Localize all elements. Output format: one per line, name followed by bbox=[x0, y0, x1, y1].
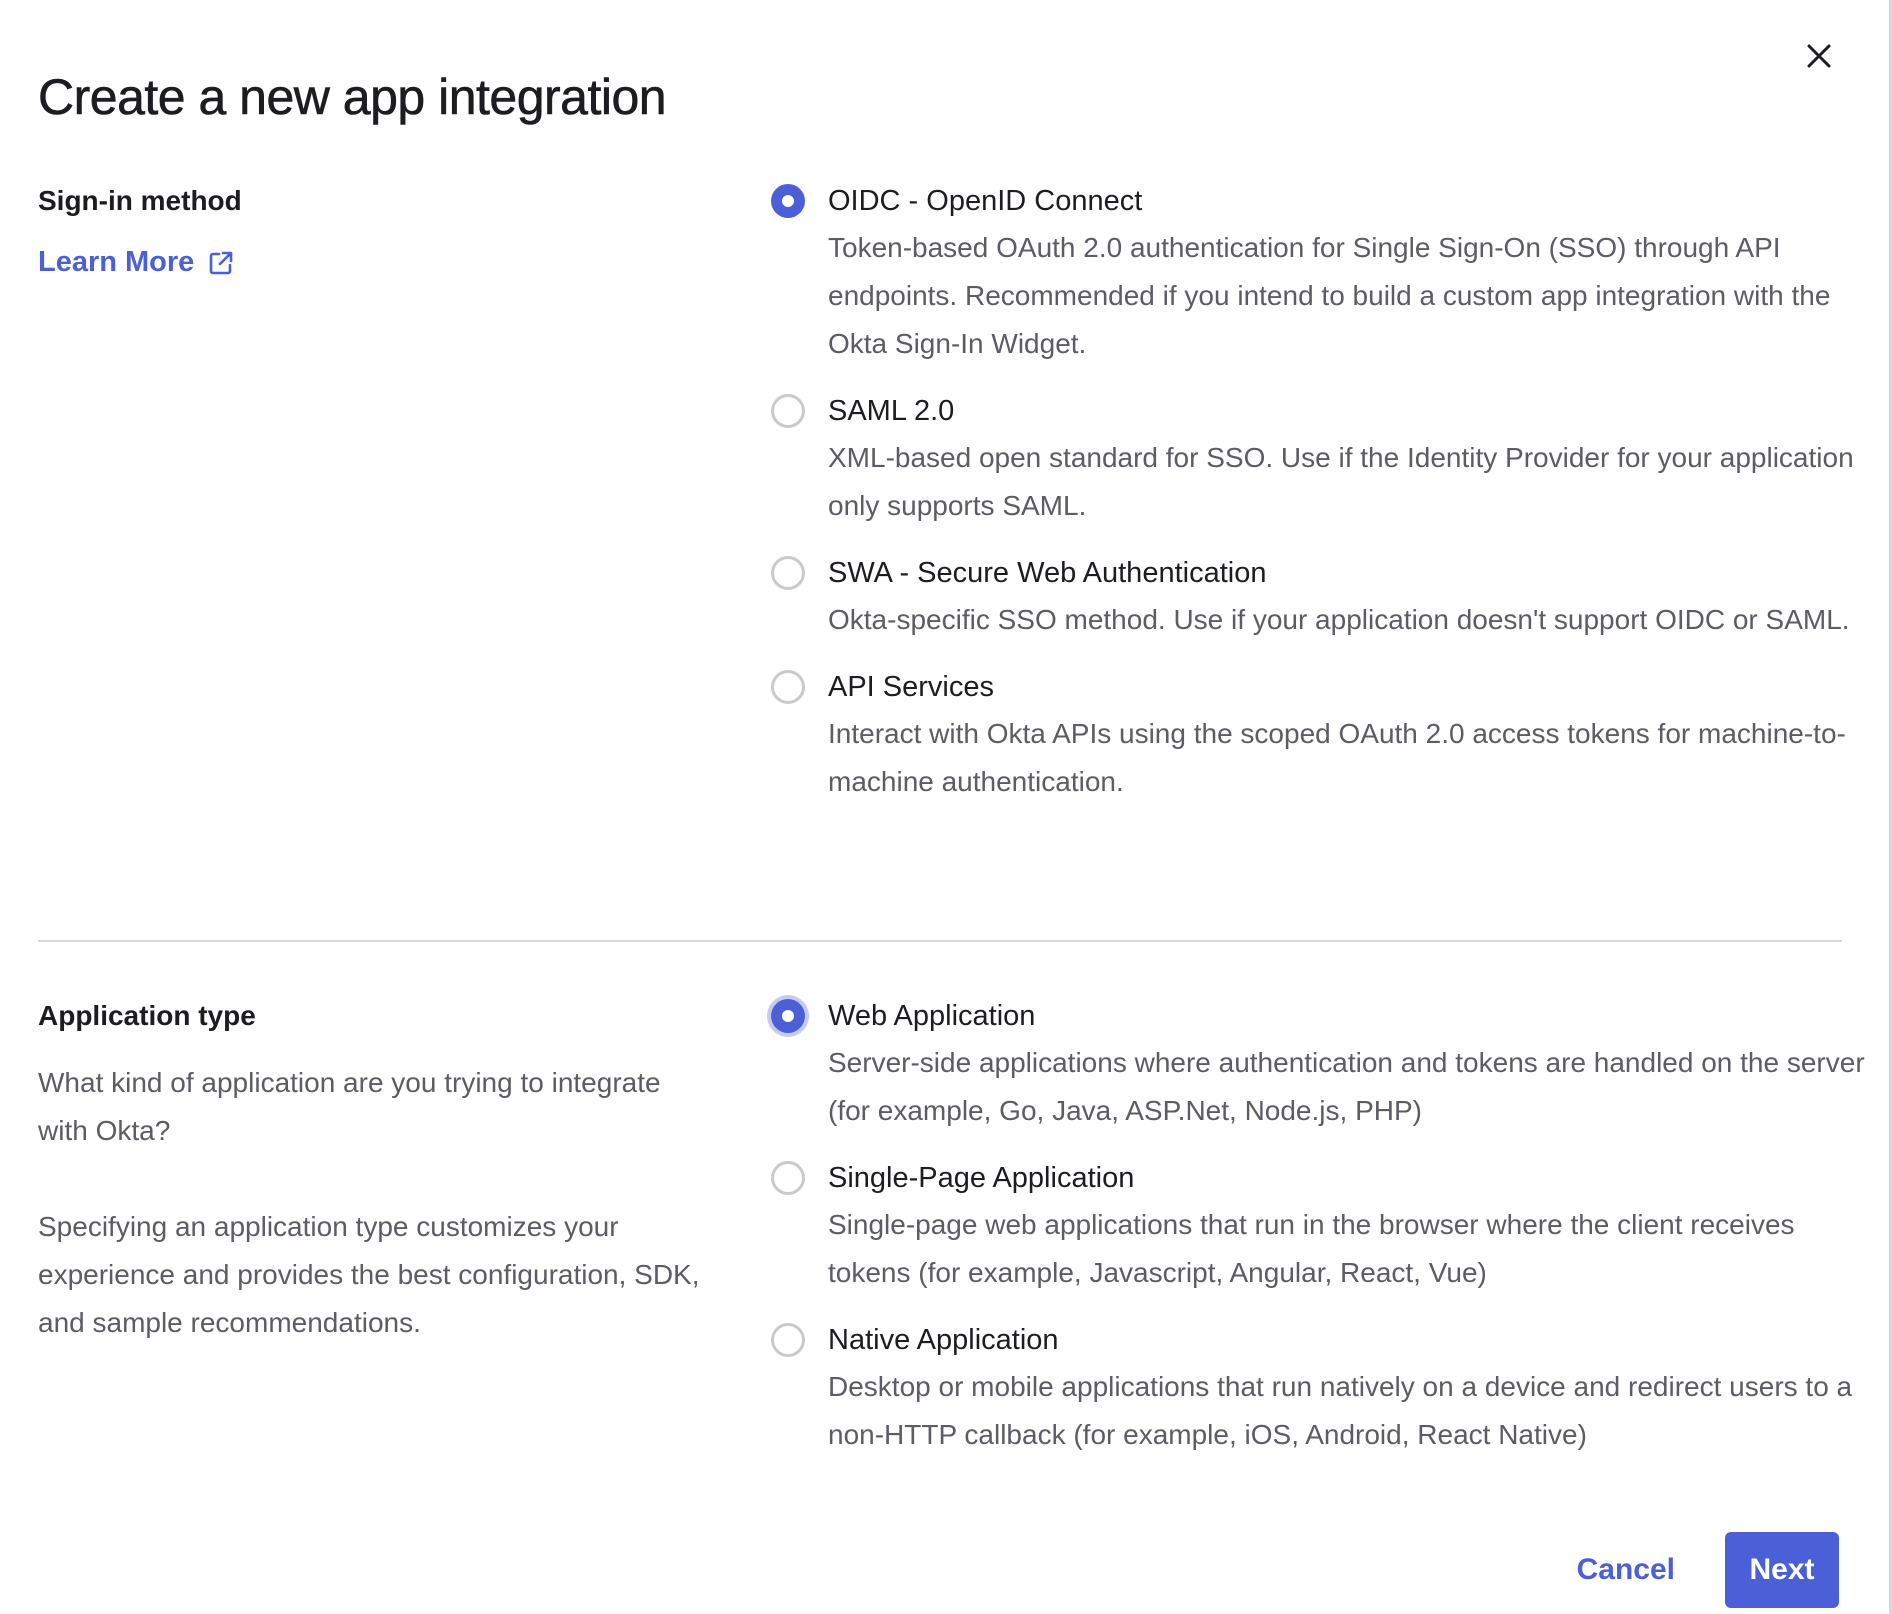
application-type-help-text: Specifying an application type customizes your experience and provides the best configuration, SDK, and sample recommendations. bbox=[38, 1211, 700, 1338]
application-type-options bbox=[771, 993, 1871, 1479]
option-oidc-description: Token-based OAuth 2.0 authentication for Single Sign-On (SSO) through API endpoints. Recommended if you intend to build a custom app integration with the Okta Sign-In Widget. bbox=[828, 232, 1831, 359]
sign-in-method-options bbox=[771, 178, 1871, 826]
learn-more-label: Learn More bbox=[38, 246, 195, 278]
option-web-application-description: Server-side applications where authentication and tokens are handled on the server (for example, Go, Java, ASP.Net, Node.js, PHP) bbox=[828, 1047, 1865, 1126]
option-oidc[interactable] bbox=[771, 178, 1871, 368]
radio-api-services[interactable] bbox=[771, 670, 805, 704]
option-web-application[interactable] bbox=[771, 993, 1871, 1135]
option-native-application-description: Desktop or mobile applications that run natively on a device and redirect users to a non-HTTP callback (for example, iOS, Android, React Native) bbox=[828, 1371, 1853, 1450]
radio-native-application[interactable] bbox=[771, 1323, 805, 1357]
option-single-page-application-description: Single-page web applications that run in the browser where the client receives tokens (for example, Javascript, Angular, React, Vue) bbox=[828, 1209, 1795, 1288]
dialog-title: Create a new app integration bbox=[38, 69, 667, 125]
dialog-footer bbox=[1577, 1532, 1839, 1608]
option-single-page-application[interactable] bbox=[771, 1155, 1871, 1297]
close-icon bbox=[1806, 43, 1832, 69]
option-single-page-application-label: Single-Page Application bbox=[828, 1162, 1135, 1194]
section-divider bbox=[38, 940, 1842, 942]
option-swa[interactable] bbox=[771, 550, 1871, 644]
cancel-button[interactable]: Cancel bbox=[1576, 1553, 1675, 1586]
option-swa-description: Okta-specific SSO method. Use if your application doesn't support OIDC or SAML. bbox=[828, 604, 1850, 635]
option-api-services-label: API Services bbox=[828, 671, 994, 703]
option-native-application[interactable] bbox=[771, 1317, 1871, 1459]
option-api-services-description: Interact with Okta APIs using the scoped OAuth 2.0 access tokens for machine-to-machine authentication. bbox=[828, 718, 1846, 797]
option-web-application-label: Web Application bbox=[828, 1000, 1036, 1032]
radio-single-page-application[interactable] bbox=[771, 1161, 805, 1195]
application-type-description: What kind of application are you trying to integrate with Okta? bbox=[38, 1067, 661, 1146]
application-type-info bbox=[38, 993, 718, 1347]
option-oidc-label: OIDC - OpenID Connect bbox=[828, 185, 1143, 217]
radio-web-application[interactable] bbox=[771, 999, 805, 1033]
sign-in-method-info bbox=[38, 178, 718, 279]
next-button[interactable]: Next bbox=[1725, 1532, 1839, 1608]
learn-more-link[interactable] bbox=[38, 246, 234, 279]
application-type-heading: Application type bbox=[38, 1000, 256, 1031]
option-saml-label: SAML 2.0 bbox=[828, 395, 955, 427]
close-button[interactable] bbox=[1799, 36, 1839, 76]
option-saml[interactable] bbox=[771, 388, 1871, 530]
option-api-services[interactable] bbox=[771, 664, 1871, 806]
radio-swa[interactable] bbox=[771, 556, 805, 590]
radio-saml[interactable] bbox=[771, 394, 805, 428]
radio-oidc[interactable] bbox=[771, 184, 805, 218]
option-saml-description: XML-based open standard for SSO. Use if the Identity Provider for your application only supports SAML. bbox=[828, 442, 1854, 521]
option-native-application-label: Native Application bbox=[828, 1324, 1059, 1356]
sign-in-method-heading: Sign-in method bbox=[38, 185, 242, 216]
option-swa-label: SWA - Secure Web Authentication bbox=[828, 557, 1267, 589]
external-link-icon bbox=[208, 250, 234, 276]
